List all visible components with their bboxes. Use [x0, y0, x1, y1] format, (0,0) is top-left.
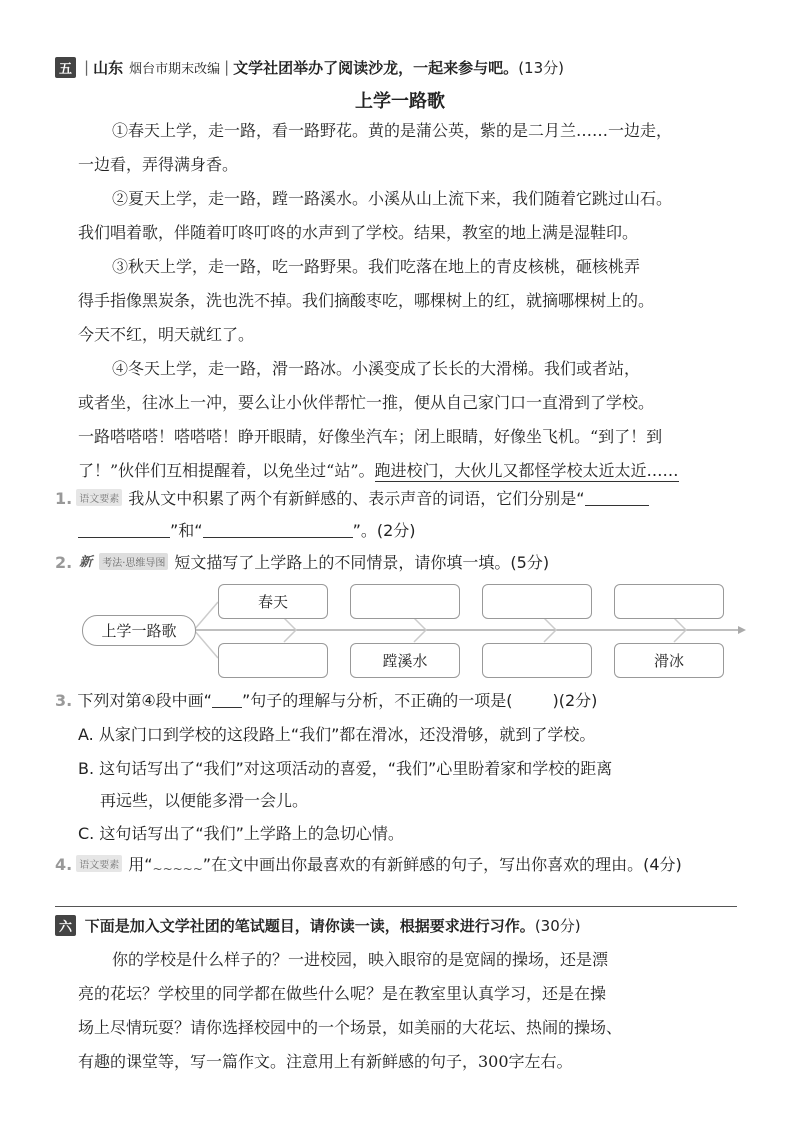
choice-c[interactable]: C. 这句话写出了“我们”上学路上的急切心情。 — [78, 824, 404, 843]
section-number: 五 — [55, 57, 76, 78]
section-number: 六 — [55, 915, 76, 936]
region-label: 山东 — [93, 58, 124, 77]
answer-blank-2[interactable] — [203, 521, 353, 538]
paragraph-4-line-1: ④冬天上学，走一路，滑一路冰。小溪变成了长长的大滑梯。我们或者站， — [112, 359, 641, 378]
question-4: 4. 语文要素 用“~~~~~”在文中画出你最喜欢的有新鲜感的句子，写出你喜欢的理由。(4分) — [55, 855, 682, 876]
question-tag: 考法·思维导图 — [99, 553, 168, 570]
essay-line-4: 有趣的课堂等，写一篇作文。注意用上有新鲜感的句子，300字左右。 — [78, 1052, 573, 1071]
essay-line-2: 亮的花坛？学校里的同学都在做些什么呢？是在教室里认真学习，还是在操 — [78, 984, 607, 1003]
question-1: 1. 语文要素 我从文中积累了两个有新鲜感的、表示声音的词语，它们分别是“ — [55, 486, 649, 509]
paragraph-2-line-2: 我们唱着歌，伴随着叮咚叮咚的水声到了学校。结果，教室的地上满是湿鞋印。 — [78, 223, 639, 242]
essay-line-1: 你的学校是什么样子的？一进校园，映入眼帘的是宽阔的操场，还是漂 — [112, 950, 609, 969]
underlined-sentence: 跑进校门，大伙儿又都怪学校太近太近…… — [374, 461, 679, 480]
paragraph-3-line-1: ③秋天上学，走一路，吃一路野果。我们吃落在地上的青皮核桃，砸核桃弄 — [112, 257, 641, 276]
paragraph-3-line-2: 得手指像黑炭条，洗也洗不掉。我们摘酸枣吃，哪棵树上的红，就摘哪棵树上的。 — [78, 291, 655, 310]
mind-map-top-box-2[interactable] — [350, 584, 460, 619]
mind-map-bottom-box-1[interactable] — [218, 643, 328, 678]
essay-prompt — [78, 943, 758, 1079]
article-body — [78, 114, 768, 488]
article-title: 上学一路歌 — [355, 91, 445, 112]
section-score: (13分) — [518, 58, 564, 77]
answer-blank-1-cont[interactable] — [78, 521, 170, 538]
paragraph-4-line-2: 或者坐，往冰上一冲，要么让小伙伴帮忙一推，便从自己家门口一直滑到了学校。 — [78, 393, 655, 412]
mind-map-bottom-box-3[interactable] — [482, 643, 592, 678]
mind-map-bottom-box-4: 滑冰 — [614, 643, 724, 678]
paragraph-4-line-3: 一路嗒嗒嗒！嗒嗒嗒！睁开眼睛，好像坐汽车；闭上眼睛，好像坐飞机。“到了！到 — [78, 427, 663, 446]
wavy-line-mark: ~~~~~ — [152, 862, 203, 876]
mind-map-top-box-4[interactable] — [614, 584, 724, 619]
question-1-line-2: ”和“ ”。(2分) — [78, 518, 416, 541]
question-3: 3. 下列对第④段中画“ ”句子的理解与分析，不正确的一项是( )(2分) — [55, 691, 598, 710]
question-tag: 语文要素 — [76, 489, 122, 506]
new-tag: 新 — [79, 555, 93, 570]
mind-map-root: 上学一路歌 — [82, 615, 196, 646]
section-score: (30分) — [534, 917, 581, 935]
paragraph-3-line-3: 今天不红，明天就红了。 — [78, 325, 255, 344]
paragraph-4-line-4: 了！”伙伴们互相提醒着，以免坐过“站”。跑进校门，大伙儿又都怪学校太近太近…… — [78, 461, 679, 480]
answer-blank-1[interactable] — [585, 489, 649, 506]
essay-line-3: 场上尽情玩耍？请你选择校园中的一个场景，如美丽的大花坛、热闹的操场、 — [78, 1018, 623, 1037]
choice-a[interactable]: A. 从家门口到学校的这段路上“我们”都在滑冰，还没滑够，就到了学校。 — [78, 725, 596, 744]
choice-b-cont: 再远些，以便能多滑一会儿。 — [100, 791, 309, 810]
question-2: 2. 新 考法·思维导图 短文描写了上学路上的不同情景，请你填一填。(5分) — [55, 550, 549, 573]
choice-b[interactable]: B. 这句话写出了“我们”对这项活动的喜爱，“我们”心里盼着家和学校的距离 — [78, 759, 613, 778]
section-5-header: 五 | 山东 烟台市期末改编 | 文学社团举办了阅读沙龙，一起来参与吧。 (13分) — [55, 54, 755, 80]
section-6-header — [55, 915, 755, 936]
section-prompt: 下面是加入文学社团的笔试题目，请你读一读，根据要求进行习作。 — [84, 917, 535, 935]
paragraph-2-line-1: ②夏天上学，走一路，蹚一路溪水。小溪从山上流下来，我们随着它跳过山石。 — [112, 189, 673, 208]
question-tag: 语文要素 — [76, 855, 122, 872]
paragraph-1-line-1: ①春天上学，走一路，看一路野花。黄的是蒲公英，紫的是二月兰……一边走， — [112, 121, 673, 140]
mind-map-top-box-3[interactable] — [482, 584, 592, 619]
source-label: 烟台市期末改编 — [129, 61, 221, 77]
mind-map-bottom-box-2: 蹚溪水 — [350, 643, 460, 678]
section-prompt: 文学社团举办了阅读沙龙，一起来参与吧。 — [233, 58, 519, 77]
answer-line[interactable] — [55, 906, 737, 907]
mind-map-top-box-1: 春天 — [218, 584, 328, 619]
paragraph-1-line-2: 一边看，弄得满身香。 — [78, 155, 239, 174]
